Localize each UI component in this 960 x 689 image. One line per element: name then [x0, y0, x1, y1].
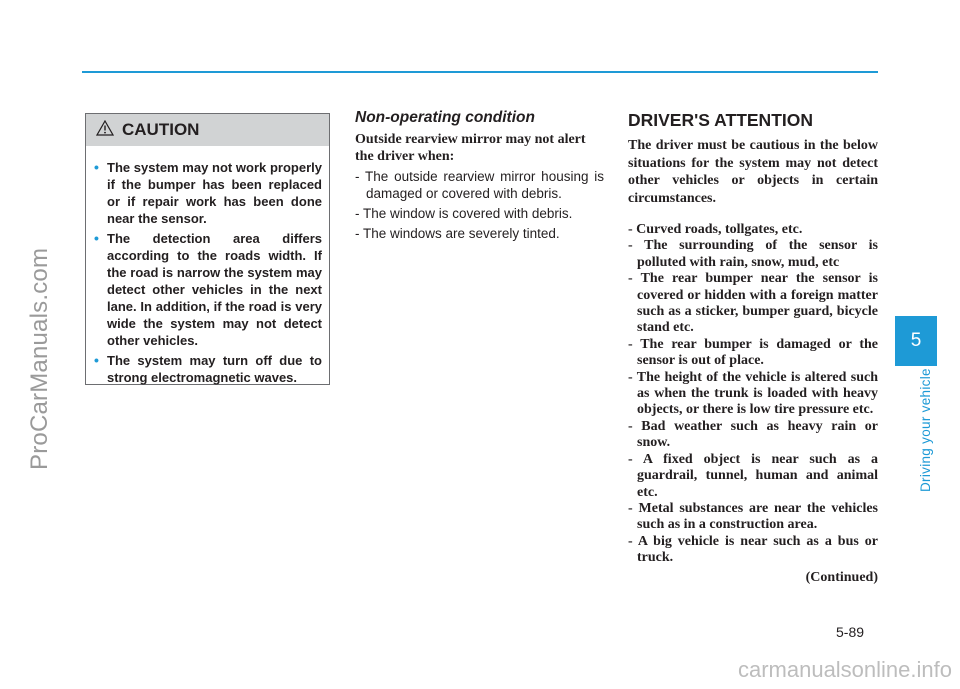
non-operating-list: [355, 168, 604, 242]
watermark-left: ProCarManuals.com: [26, 247, 53, 470]
list-item: - The window is covered with debris.: [355, 206, 573, 221]
list-item: - Curved roads, tollgates, etc.: [628, 222, 803, 237]
list-item: - The height of the vehicle is altered such as when the trunk is loaded with heavy objects, or there is low tire pressure etc.: [628, 369, 878, 418]
caution-title: CAUTION: [122, 120, 200, 139]
drivers-attention-list: [628, 222, 878, 567]
caution-header: [86, 114, 329, 146]
list-item: - The windows are severely tinted.: [355, 226, 560, 241]
list-item: - The outside rearview mirror housing is damaged or covered with debris.: [355, 169, 604, 201]
list-item: - A big vehicle is near such as a bus or truck.: [628, 533, 878, 566]
caution-item: • The system may turn off due to strong electromagnetic waves.: [94, 352, 322, 385]
continued-label: (Continued): [805, 569, 878, 585]
section-heading: DRIVER'S ATTENTION: [628, 110, 813, 130]
list-item: - The rear bumper near the sensor is covered or hidden with a foreign matter such as a sticker, bumper guard, bicycle stand etc.: [628, 271, 878, 336]
warning-triangle-icon: [96, 120, 114, 141]
caution-box: [85, 113, 330, 385]
list-item: - A fixed object is near such as a guardrail, tunnel, human and animal etc.: [628, 451, 878, 500]
list-item: - The rear bumper is damaged or the sensor is out of place.: [628, 336, 878, 369]
caution-item: • The detection area differs according to the roads width. If the road is narrow the system may detect other vehicles in the next lane. In addition, if the road is very wide the system may not detect other vehicles.: [94, 230, 322, 348]
non-operating-section: [355, 109, 604, 245]
bullet-icon: •: [94, 352, 99, 368]
section-heading: Non-operating condition: [355, 109, 535, 126]
page-number: 5-89: [836, 624, 865, 640]
section-intro: Outside rearview mirror may not alert the driver when:: [355, 132, 586, 164]
chapter-number: 5: [910, 330, 922, 351]
bullet-icon: •: [94, 159, 99, 175]
chapter-tab: [895, 316, 937, 366]
list-item: - The surrounding of the sensor is polluted with rain, snow, mud, etc: [628, 238, 878, 270]
section-intro: The driver must be cautious in the below situations for the system may not detect other vehicles or objects in certain circumstances.: [628, 138, 878, 206]
top-rule: [82, 71, 878, 73]
list-item: - Metal substances are near the vehicles such as in a construction area.: [628, 500, 878, 533]
watermark-bottom: carmanualsonline.info: [737, 657, 952, 682]
caution-item: • The system may not work properly if the bumper has been replaced or if repair work has been done near the sensor.: [94, 159, 322, 226]
drivers-attention-section: [628, 110, 878, 586]
caution-list: [86, 146, 329, 386]
bullet-icon: •: [94, 230, 99, 246]
chapter-label: Driving your vehicle: [918, 368, 933, 492]
list-item: - Bad weather such as heavy rain or snow.: [628, 418, 878, 451]
